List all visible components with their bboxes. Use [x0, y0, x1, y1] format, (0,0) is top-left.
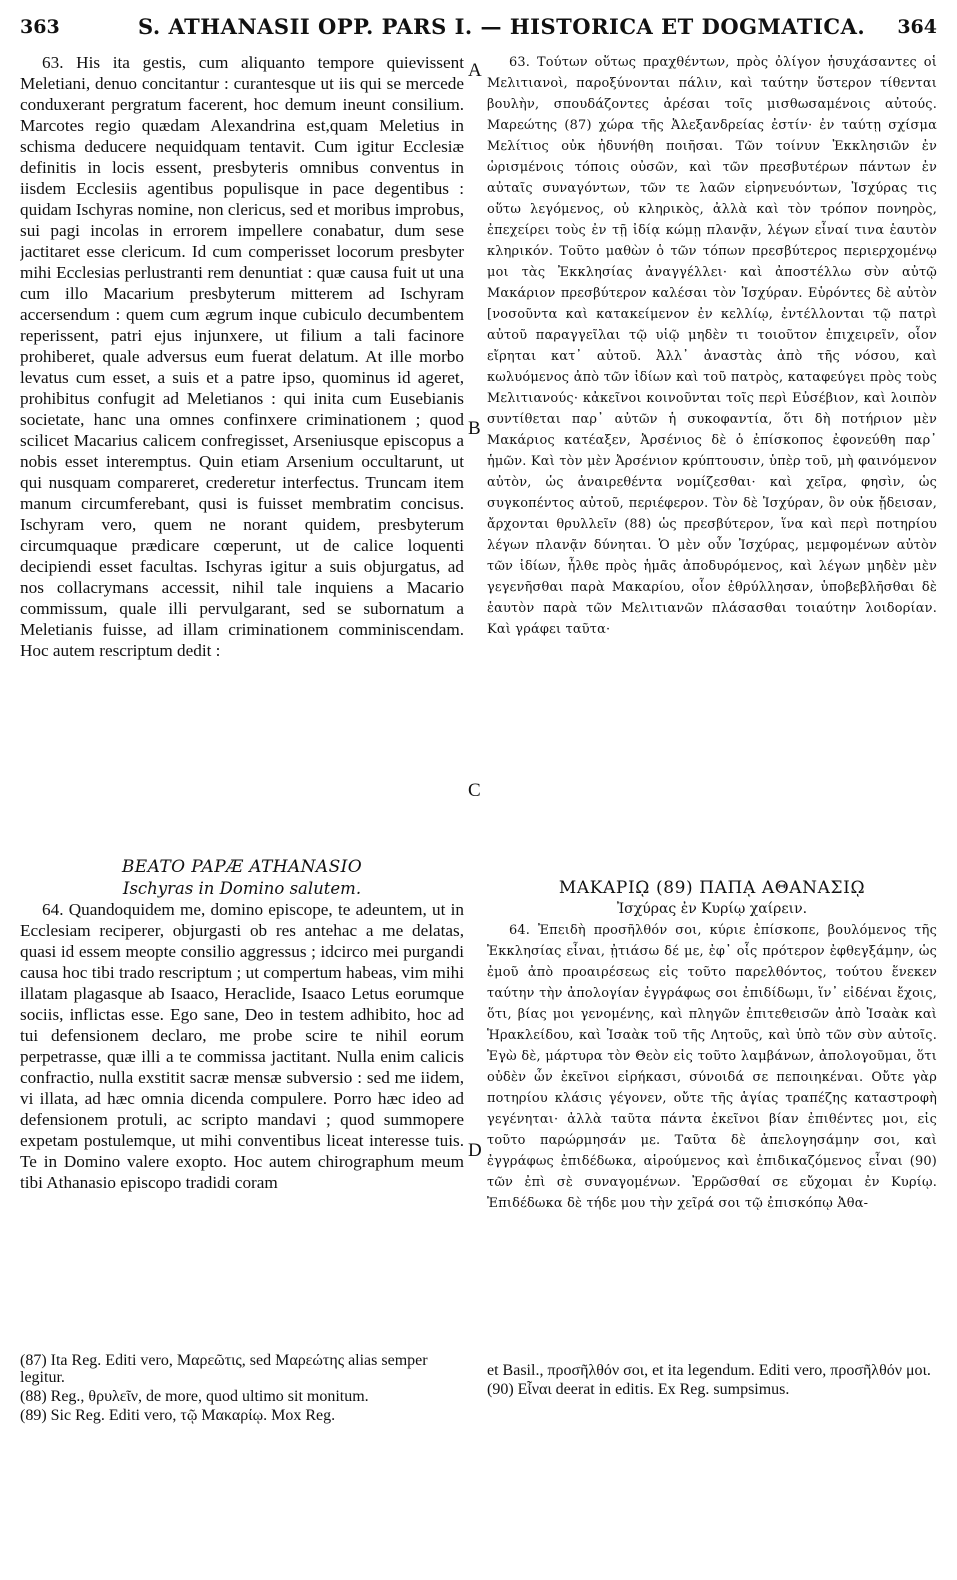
footnote: (89) Sic Reg. Editi vero, τῷ Μακαρίῳ. Mox Reg. [20, 1407, 336, 1424]
footnote: (87) Ita Reg. Editi vero, Μαρεῶτις, sed Μαρεώτης alias semper legitur. [20, 1352, 428, 1386]
greek-letter-title: ΜΑΚΑΡΙῼ (89) ΠΑΠᾼ ΑΘΑΝΑΣΙῼ [558, 878, 866, 898]
latin-letter-salutation: Ischyras in Domino salutem. [122, 879, 362, 898]
footnote: et Basil., προσῆλθόν σοι, et ita legendum. Editi vero, προσῆλθόν μοι. [487, 1362, 931, 1379]
greek-column [487, 52, 937, 1214]
footnotes-left [20, 1352, 464, 1426]
greek-paragraph-63: 63. Τούτων οὕτως πραχθέντων, πρὸς ὀλίγον ἡσυχάσαντες οἱ Μελιτιανοὶ, παροξύνονται πάλιν, καὶ ταύτην ὕστερον τίθενται βουλὴν, σπουδάζοντες ἀρέσαι τοῖς μισθωσαμένοις αὐτούς. Μαρεώτης (87) χώρα τῆς Ἀλεξανδρείας ἐστίν· ἐν ταύτῃ σχίσμα Μελίτιος οὐκ ἠδυνήθη ποιῆσαι. Τῶν τοίνυν Ἐκκλησιῶν ἐν ὡρισμένοις τόποις οὐσῶν, καὶ τῶν πρεσβυτέρων πάντων ἐν αὐταῖς συναγόντων, τῶν τε λαῶν εἰρηνευόντων, Ἰσχύρας τις οὕτω λεγόμενος, οὐ κληρικὸς, ἀλλὰ καὶ τὸν τρόπον πονηρὸς, ἐπεχείρει τοὺς ἐν τῇ ἰδίᾳ κώμῃ πλανᾷν, λέγων εἶναί τινα ἑαυτὸν κληρικόν. Τοῦτο μαθὼν ὁ τῶν τόπων πρεσβύτερος περιερχομένῳ μοι τὰς Ἐκκλησίας ἀναγγέλλει· καὶ ἀποστέλλω σὺν αὐτῷ Μακάριον πρεσβύτερον καλέσαι τὸν Ἰσχύραν. Εὑρόντες δὲ αὐτὸν [νοσοῦντα καὶ κατακείμενον ἐν κελλίῳ, ἐντέλλονται τῷ πατρὶ αὐτοῦ παραγγεῖλαι τῷ υἱῷ μηδὲν τι τοιοῦτον ἐπιχειρεῖν, οἷον εἴρηται κατ᾽ αὐτοῦ. Ἀλλ᾽ ἀναστὰς ἀπὸ τῆς νόσου, καὶ κωλυόμενος ἀπὸ τῶν ἰδίων καὶ τοῦ πατρὸς, καταφεύγει πρὸς τοὺς Μελιτιανούς· κἀκεῖνοι κοινοῦνται τοῖς περὶ Εὐσέβιον, καὶ λοιπὸν συντίθεται παρ᾽ αὐτῶν ἡ συκοφαντία, ὅτι δὴ ποτήριον μὲν Μακάριος κατέαξεν, Ἀρσένιος δὲ ὁ ἐπίσκοπος ἐφονεύθη παρ᾽ ἡμῶν. Καὶ τὸν μὲν Ἀρσένιον κρύπτουσιν, ὑπὲρ τοῦ, μὴ φαινόμενον αὐτὸν, ὡς ἀναιρεθέντα νομίζεσθαι· καὶ χεῖρα, φησὶν, ὡς συγκοπέντος αὐτοῦ, περιέφερον. Τὸν δὲ Ἰσχύραν, ὃν οὐκ ᾔδεισαν, ἄρχονται θρυλλεῖν (88) ὡς πρεσβύτερον, ἵνα καὶ περὶ ποτηρίου λέγων πλανᾷν δύνηται. Ὁ μὲν οὖν Ἰσχύρας, μεμφομένων αὐτὸν τῶν ἰδίων, ἦλθε πρὸς ἡμᾶς ἀποδυρόμενος, καὶ λέγων μηδὲν μὲν γεγενῆσθαι παρὰ Μακαρίου, οἷον ἐθρύλλησαν, ὑποβεβλῆσθαι δὲ ἑαυτὸν παρὰ τῶν Μελιτιανῶν πλάσασθαι τοιαύτην λοιδορίαν. Καὶ γράφει ταῦτα· [487, 55, 937, 637]
greek-letter-salutation: Ἰσχύρας ἐν Κυρίῳ χαίρειν. [616, 901, 808, 917]
running-title: S. ATHANASII OPP. PARS I. — HISTORICA ET DOGMATICA. [138, 14, 866, 39]
margin-letter-a: A [468, 60, 482, 81]
page-number-right: 364 [897, 16, 937, 38]
latin-letter-title: BEATO PAPÆ ATHANASIO [121, 857, 363, 877]
footnotes-right [487, 1362, 937, 1400]
latin-paragraph-64: 64. Quandoquidem me, domino episcope, te adeuntem, ut in Ecclesiam reciperer, objurgasti ob res antehac a me delatas, quasi id essem meopte consilio aggressus ; idcirco mei purgandi causa hoc tibi trado rescriptum ; ut compertum habeas, vim mihi illatam plagasque ab Isaaco, Heraclide, Isaaco Letus eorumque sociis, inflictas esse. Ego sane, Deo in testem adhibito, hoc ad tui defensionem declaro, me probe scire te nihil eorum perpetrasse, quæ illi a te commissa jactitant. Nulla enim calicis confractio, nulla exstitit sacræ mensæ subversio : sed me iidem, vi illata, ad hæc omnia dicenda compulere. Porro hæc ideo ad defensionem protuli, ac scripto mandavi ; quod summopere expetam postulemque, ut mihi conventibus liceat interesse tuis. Te in Domino valere exopto. Hoc autem chirographum meum tibi Athanasio episcopo tradidi coram [20, 900, 464, 1192]
margin-letter-c: C [468, 780, 481, 801]
footnote: (90) Εἶναι deerat in editis. Ex Reg. sumpsimus. [487, 1381, 790, 1398]
latin-paragraph-63: 63. His ita gestis, cum aliquanto tempore quievissent Meletiani, denuo concitantur : curantesque ut iis qui se mercede conduxerant pergratum facerent, hoc demum ineunt consilium. Marcotes regio quædam Alexandrina est,quam Meletius in schisma deducere nequidquam tentavit. Cum igitur Ecclesiæ definitis in locis essent, presbyteris omnibus conventus in iisdem Ecclesiis agentibus populisque in pace degentibus : quidam Ischyras nomine, non clericus, sed et moribus improbus, sui pagi incolas in errorem impellere conabatur, dum sese jactitaret esse clericum. Id cum comperisset locorum presbyter mihi Ecclesias perlustranti rem denuntiat : quæ causa fuit ut una cum illo Macarium presbyterum mitterem ad Ischyram accersendum : quem cum ægrum inque cubiculo decumbentem reperissent, patri ejus injunxere, ut filium a tali facinore prohiberet, quale adversus eum fuerat delatum. At ille morbo levatus cum esset, a suis et a patre ipso, quominus id ageret, prohibitus confugit ad Meletianos : qui inita cum Eusebianis societate, hanc una omnes confinxere criminationem ; quod scilicet Macarius calicem confregisset, Arseniusque episcopus a nobis esset interemptus. Quin etiam Arsenium occultarunt, ut qui nusquam compareret, crederetur interfectus. Truncam item manum circumferebant, qusi is fuisset membratim concisus. Ischyram vero, quem ne norant quidem, presbyterum circumquaque prædicare cœperunt, ut de calice loquenti decipiendi esset facultas. Ischyras igitur a suis objurgatus, ad nos collacrymans accessit, nihil tale inquiens a Macario commissum, quale illi pervulgarant, sed se subornatum a Meletianis fuisse, ad illam criminationem comminiscendam. Hoc autem rescriptum dedit : [20, 53, 464, 660]
footnote: (88) Reg., θρυλεῖν, de more, quod ultimo sit monitum. [20, 1388, 369, 1405]
page-number-left: 363 [20, 16, 60, 38]
greek-paragraph-64: 64. Ἐπειδὴ προσῆλθόν σοι, κύριε ἐπίσκοπε, βουλόμενος τῆς Ἐκκλησίας εἶναι, ᾐτιάσω δέ με, ἐφ᾽ οἷς πρότερον ἐφθεγξάμην, ὡς ἐμοῦ ἀπὸ προαιρέσεως εἰς τοῦτο παρελθόντος, τούτου ἕνεκεν ταύτην τὴν ἀπολογίαν ἐγγράφως σοι ἐπιδίδωμι, ἵν᾽ εἰδέναι ἔχοις, ὅτι, βίας μοι γενομένης, καὶ πληγῶν ἐπιτεθεισῶν ἀπὸ Ἰσαὰκ καὶ Ἡρακλείδου, καὶ Ἰσαὰκ τοῦ τῆς Λητοῦς, καὶ ὑπὸ τῶν σὺν αὐτοῖς. Ἐγὼ δὲ, μάρτυρα τὸν Θεὸν εἰς τοῦτο λαμβάνων, ἀπολογοῦμαι, ὅτι οὐδὲν ὧν ἐκεῖνοι εἰρήκασι, σύνοιδά σε πεποιηκέναι. Οὔτε γὰρ ποτηρίου κλάσις γέγονεν, οὔτε τῆς ἁγίας τραπέζης καταστροφὴ γεγένηται· ἀλλὰ ταῦτα πάντα ἐκεῖνοι βίαν ἐπιθέντες μοι, εἰς τοῦτο παρώρμησάν με. Ταῦτα δὲ ἀπελογησάμην σοι, καὶ ἐγγράφως ἐπιδέδωκα, αἱρούμενος καὶ ἐπιδικαζόμενος εἶναι (90) τῶν ἐπὶ σὲ συναγομένων. Ἐρρῶσθαί σε εὔχομαι ἐν Κυρίῳ. Ἐπιδέδωκα δὲ τήδε μου τὴν χεῖρά σοι τῷ ἐπισκόπῳ Ἀθα- [487, 923, 937, 1211]
margin-letter-d: D [468, 1140, 482, 1161]
latin-column [20, 52, 464, 1193]
margin-letter-b: B [468, 418, 481, 439]
page-header [20, 14, 937, 44]
